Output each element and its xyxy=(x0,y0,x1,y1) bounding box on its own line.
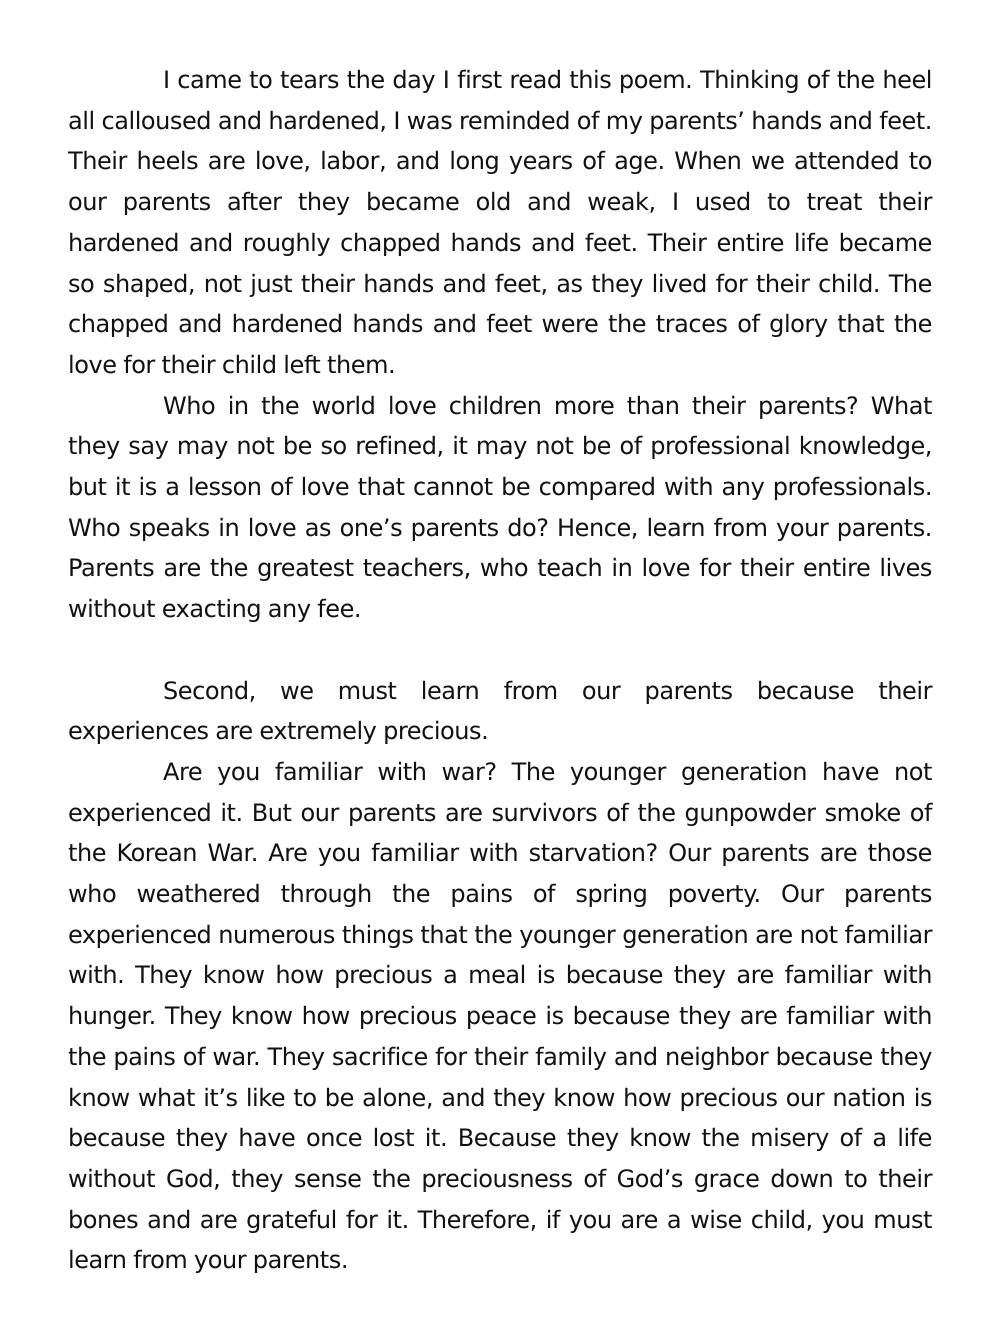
paragraph-second-point: Second, we must learn from our parents because their experiences are extremely precious. xyxy=(68,676,932,746)
document-page xyxy=(68,60,932,1281)
paragraph-spacer xyxy=(68,630,932,671)
paragraph-tears: I came to tears the day I first read this poem. Thinking of the heel all calloused and hardened, I was reminded of my parents’ hands and feet. Their heels are love, labor, and long years of age. When we attended to our parents after they became old and weak, I used to treat their hardened and roughly chapped hands and feet. Their entire life became so shaped, not just their hands and feet, as they lived for their child. The chapped and hardened hands and feet were the traces of glory that the love for their child left them. xyxy=(68,66,932,379)
paragraph-learn-from-parents: Who in the world love children more than their parents? What they say may not be so refined, it may not be of professional knowledge, but it is a lesson of love that cannot be compared with any professionals. Who speaks in love as one’s parents do? Hence, learn from your parents. Parents are the greatest teachers, who teach in love for their entire lives without exacting any fee. xyxy=(68,391,932,624)
paragraph-experiences: Are you familiar with war? The younger generation have not experienced it. But our parents are survivors of the gunpowder smoke of the Korean War. Are you familiar with starvation? Our parents are those who weathered through the pains of spring poverty. Our parents experienced numerous things that the younger generation are not familiar with. They know how precious a meal is because they are familiar with hunger. They know how precious peace is because they are familiar with the pains of war. They sacrifice for their family and neighbor because they know what it’s like to be alone, and they know how precious our nation is because they have once lost it. Because they know the misery of a life without God, they sense the preciousness of God’s grace down to their bones and are grateful for it. Therefore, if you are a wise child, you must learn from your parents. xyxy=(68,757,932,1275)
